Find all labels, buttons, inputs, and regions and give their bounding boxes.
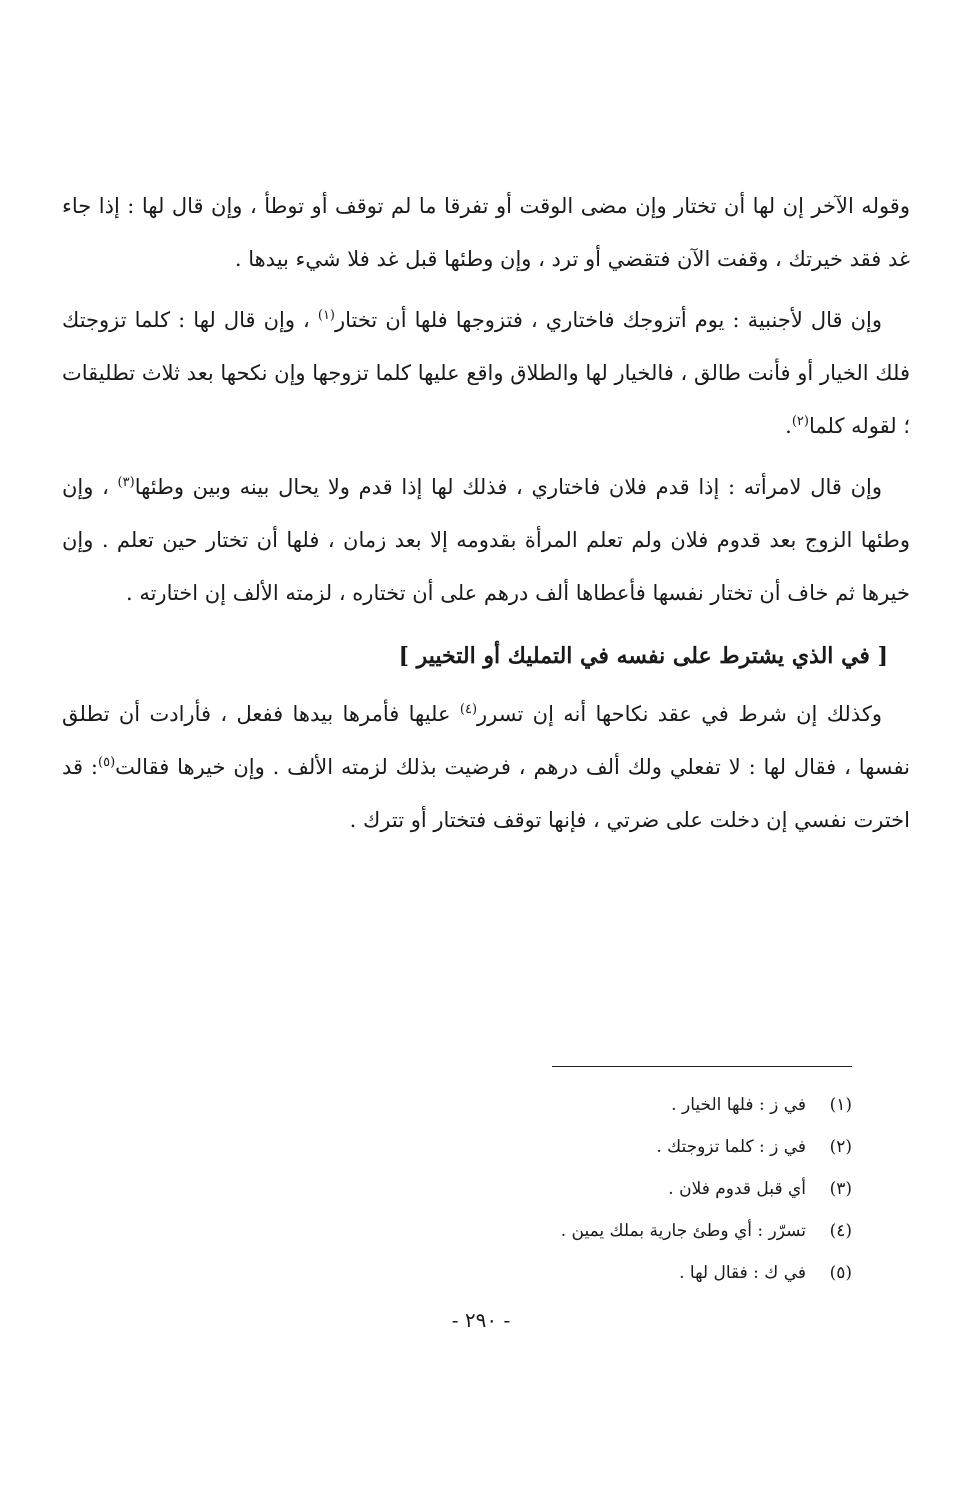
paragraph-text: وقوله الآخر إن لها أن تختار وإن مضى الوقت أو تفرقا ما لم توقف أو توطأ ، وإن قال لها : إذا جاء غد فقد خيرتك ، وقفت الآن فتقضي أو ترد ، وإن وطئها قبل غد فلا شيء بيدها . (62, 194, 910, 271)
footnote-item (152, 1210, 852, 1252)
paragraph-2 (62, 294, 910, 453)
footnote-number: (٢) (829, 1137, 852, 1157)
paragraph-text: وإن قال لأجنبية : يوم أتزوجك فاختاري ، فتزوجها فلها أن تختار (335, 308, 882, 332)
paragraph-text: . (785, 414, 792, 438)
footnote-text: تسرّر : أي وطئ جارية بملك يمين . (560, 1221, 806, 1241)
paragraph-text: ، وإن قال لها : كلما تزوجتك فلك الخيار أو فأنت طالق ، فالخيار لها والطلاق واقع عليها كلما تزوجها وإن نكحها بعد ثلاث تطليقات ؛ لقوله كلما (62, 308, 910, 438)
footnote-ref-4[interactable]: (٤) (459, 702, 478, 717)
footnote-item (152, 1252, 852, 1294)
paragraph-text: وإن قال لامرأته : إذا قدم فلان فاختاري ، فذلك لها إذا قدم ولا يحال بينه وبين وطئها (134, 475, 882, 499)
paragraph-text: عليها فأمرها بيدها ففعل ، فأرادت أن تطلق نفسها ، فقال لها : لا تفعلي ولك ألف درهم ، فرضيت بذلك لزمته الألف . وإن خيرها فقالت (62, 702, 910, 779)
main-text (62, 180, 910, 855)
page-number: - ٢٩٠ - (451, 1308, 511, 1332)
footnote-ref-1[interactable]: (١) (317, 308, 335, 323)
paragraph-1 (62, 180, 910, 286)
footnote-number: (٣) (829, 1179, 852, 1199)
paragraph-4 (62, 688, 910, 847)
section-heading: [ في الذي يشترط على نفسه في التمليك أو التخيير ] (398, 643, 888, 669)
footnote-ref-5[interactable]: (٥) (98, 755, 116, 770)
footnote-number: (٤) (829, 1221, 852, 1241)
footnote-text: في ز : كلما تزوجتك . (656, 1137, 806, 1157)
paragraph-text: وكذلك إن شرط في عقد نكاحها أنه إن تسرر (477, 702, 882, 726)
footnote-ref-3[interactable]: (٣) (117, 475, 135, 490)
footnotes-list (152, 1084, 852, 1294)
footnote-number: (٥) (829, 1263, 852, 1283)
footnote-ref-2[interactable]: (٢) (791, 414, 809, 429)
paragraph-text: ، وإن وطئها الزوج بعد قدوم فلان ولم تعلم المرأة بقدومه إلا بعد زمان ، فلها أن تختار حين تعلم . وإن خيرها ثم خاف أن تختار نفسها فأعطاها ألف درهم على أن تختاره ، لزمته الألف إن اختارته . (62, 475, 910, 605)
paragraph-text: : قد اخترت نفسي إن دخلت على ضرتي ، فإنها توقف فتختار أو تترك . (62, 755, 910, 832)
footnote-item (152, 1126, 852, 1168)
footnote-text: في ك : فقال لها . (679, 1263, 806, 1283)
footnote-item (152, 1168, 852, 1210)
paragraph-3 (62, 461, 910, 620)
footnote-text: في ز : فلها الخيار . (671, 1095, 806, 1115)
footnote-number: (١) (829, 1095, 852, 1115)
footnote-text: أي قبل قدوم فلان . (668, 1179, 806, 1199)
footnote-divider (552, 1066, 852, 1067)
footnote-item (152, 1084, 852, 1126)
